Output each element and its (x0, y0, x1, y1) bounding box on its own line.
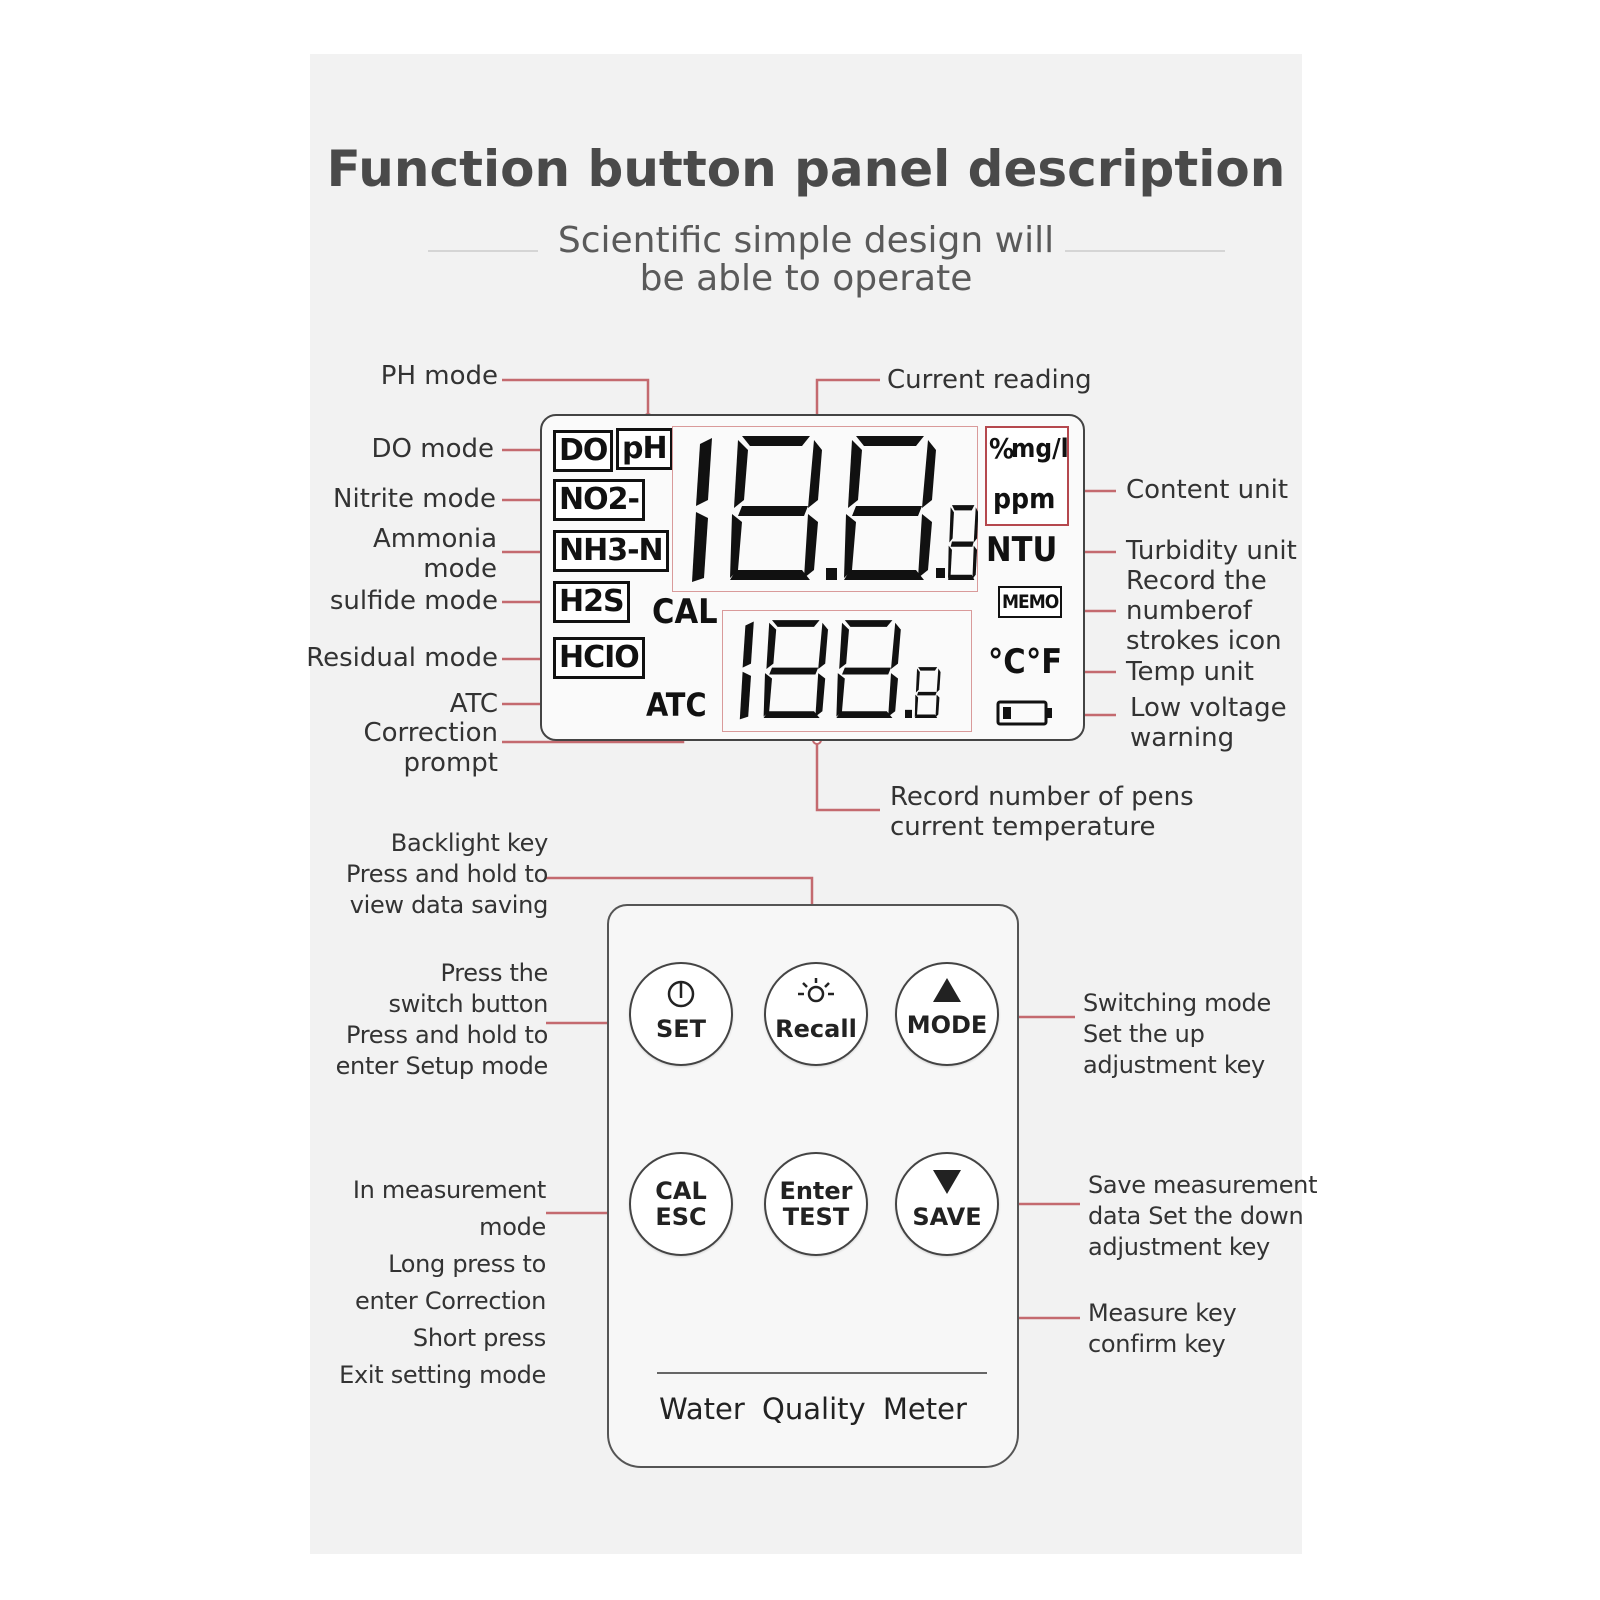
label-cal-line-6: Exit setting mode (339, 1361, 546, 1389)
cal-esc-button[interactable] (629, 1152, 733, 1256)
label-save-key (1088, 1170, 1317, 1263)
recall-button-label: Recall (775, 1015, 857, 1043)
label-save-line-2: data Set the down (1088, 1202, 1304, 1230)
label-set-key (336, 958, 548, 1082)
label-cal-line-3: Long press to (388, 1250, 546, 1278)
label-low-voltage-line-1: Low voltage (1130, 693, 1287, 723)
label-temp-unit: Temp unit (1126, 657, 1254, 687)
label-cal-line-1: In measurement (352, 1176, 546, 1204)
label-residual-mode: Residual mode (306, 643, 498, 673)
label-ammonia-mode (373, 524, 497, 584)
cal-esc-label-1: CAL (655, 1177, 707, 1205)
battery-low-icon (996, 699, 1056, 727)
save-button-label: SAVE (912, 1203, 982, 1231)
label-low-voltage-line-2: warning (1130, 723, 1235, 753)
main-reading-digits (678, 430, 978, 586)
label-do-mode: DO mode (371, 434, 494, 464)
label-set-line-2: switch button (388, 990, 548, 1018)
label-content-unit: Content unit (1126, 475, 1289, 505)
unit-percent: % (989, 432, 1015, 465)
mode-button[interactable] (895, 962, 999, 1066)
label-backlight-line-2: Press and hold to (346, 860, 548, 888)
label-measure-line-2: confirm key (1088, 1330, 1226, 1358)
label-cal-key (339, 1172, 546, 1394)
set-button[interactable] (629, 962, 733, 1066)
label-atc: ATC (449, 689, 498, 719)
page-title: Function button panel description (326, 140, 1286, 198)
set-button-label: SET (655, 1015, 707, 1043)
label-nitrite-mode: Nitrite mode (333, 484, 496, 514)
label-measure-line-1: Measure key (1088, 1299, 1237, 1327)
content-unit-box (985, 426, 1069, 526)
mode-badge-no2: NO2- (553, 479, 645, 521)
recall-button[interactable] (764, 962, 868, 1066)
label-ammonia-line-2: mode (423, 554, 497, 584)
subtitle-line-2: be able to operate (639, 258, 973, 299)
meter-body (607, 904, 1019, 1468)
label-pens-line-2: current temperature (890, 812, 1156, 842)
label-record-line-2: numberof (1126, 596, 1252, 626)
label-low-voltage (1130, 693, 1287, 753)
unit-ntu: NTU (986, 530, 1058, 570)
label-set-line-3: Press and hold to (346, 1021, 548, 1049)
meter-name: Water Quality Meter (659, 1392, 967, 1426)
label-mode-line-2: Set the up (1083, 1020, 1205, 1048)
label-backlight-key (346, 828, 548, 921)
enter-test-label-2: TEST (782, 1203, 850, 1231)
up-arrow-icon (931, 976, 963, 1004)
unit-ppm: ppm (993, 482, 1056, 515)
enter-test-button[interactable] (764, 1152, 868, 1256)
label-cal-line-2: mode (479, 1213, 546, 1241)
label-sulfide-mode: sulfide mode (329, 586, 498, 616)
label-mode-line-1: Switching mode (1083, 989, 1271, 1017)
label-ammonia-line-1: Ammonia (373, 524, 497, 554)
label-backlight-line-3: view data saving (349, 891, 548, 919)
lcd-display (540, 414, 1085, 741)
label-backlight-line-1: Backlight key (390, 829, 548, 857)
label-mode-line-3: adjustment key (1083, 1051, 1265, 1079)
enter-test-label-1: Enter (779, 1177, 853, 1205)
label-set-line-1: Press the (440, 959, 548, 987)
cal-esc-label-2: ESC (655, 1203, 707, 1231)
mode-badge-h2s: H2S (553, 581, 630, 623)
subtitle-line-1: Scientific simple design will (557, 220, 1055, 261)
meter-divider (657, 1372, 987, 1374)
down-arrow-icon (931, 1168, 963, 1196)
mode-badge-do: DO (553, 430, 613, 472)
power-icon (665, 978, 697, 1010)
label-correction-prompt (363, 718, 498, 778)
label-set-line-4: enter Setup mode (335, 1052, 548, 1080)
mode-button-label: MODE (906, 1011, 988, 1039)
mode-badge-hcio: HCIO (553, 637, 645, 679)
unit-mg-per-l: mg/l (1011, 434, 1069, 464)
label-correction-line-1: Correction (363, 718, 498, 748)
memo-icon: MEMO (998, 586, 1062, 618)
label-save-line-1: Save measurement (1088, 1171, 1318, 1199)
lcd-atc-indicator: ATC (646, 686, 707, 724)
label-cal-line-4: enter Correction (354, 1287, 546, 1315)
label-record-line-3: strokes icon (1126, 626, 1282, 656)
label-correction-line-2: prompt (403, 748, 498, 778)
mode-badge-nh3n: NH3-N (553, 530, 669, 572)
label-ph-mode: PH mode (380, 361, 498, 391)
label-record-pens (890, 782, 1194, 842)
label-turbidity-unit: Turbidity unit (1126, 536, 1297, 566)
secondary-reading-digits (730, 616, 966, 726)
label-save-line-3: adjustment key (1088, 1233, 1270, 1261)
label-cal-line-5: Short press (412, 1324, 546, 1352)
lcd-cal-indicator: CAL (652, 592, 718, 632)
save-button[interactable] (895, 1152, 999, 1256)
label-mode-key (1083, 988, 1271, 1081)
label-current-reading: Current reading (887, 365, 1092, 395)
mode-badge-ph: pH (616, 428, 673, 470)
unit-celsius: °C (988, 642, 1026, 682)
label-record-strokes (1126, 566, 1282, 656)
backlight-icon (796, 976, 836, 1008)
label-measure-key (1088, 1298, 1236, 1360)
unit-fahrenheit: °F (1026, 642, 1063, 682)
label-pens-line-1: Record number of pens (890, 782, 1194, 812)
label-record-line-1: Record the (1126, 566, 1267, 596)
